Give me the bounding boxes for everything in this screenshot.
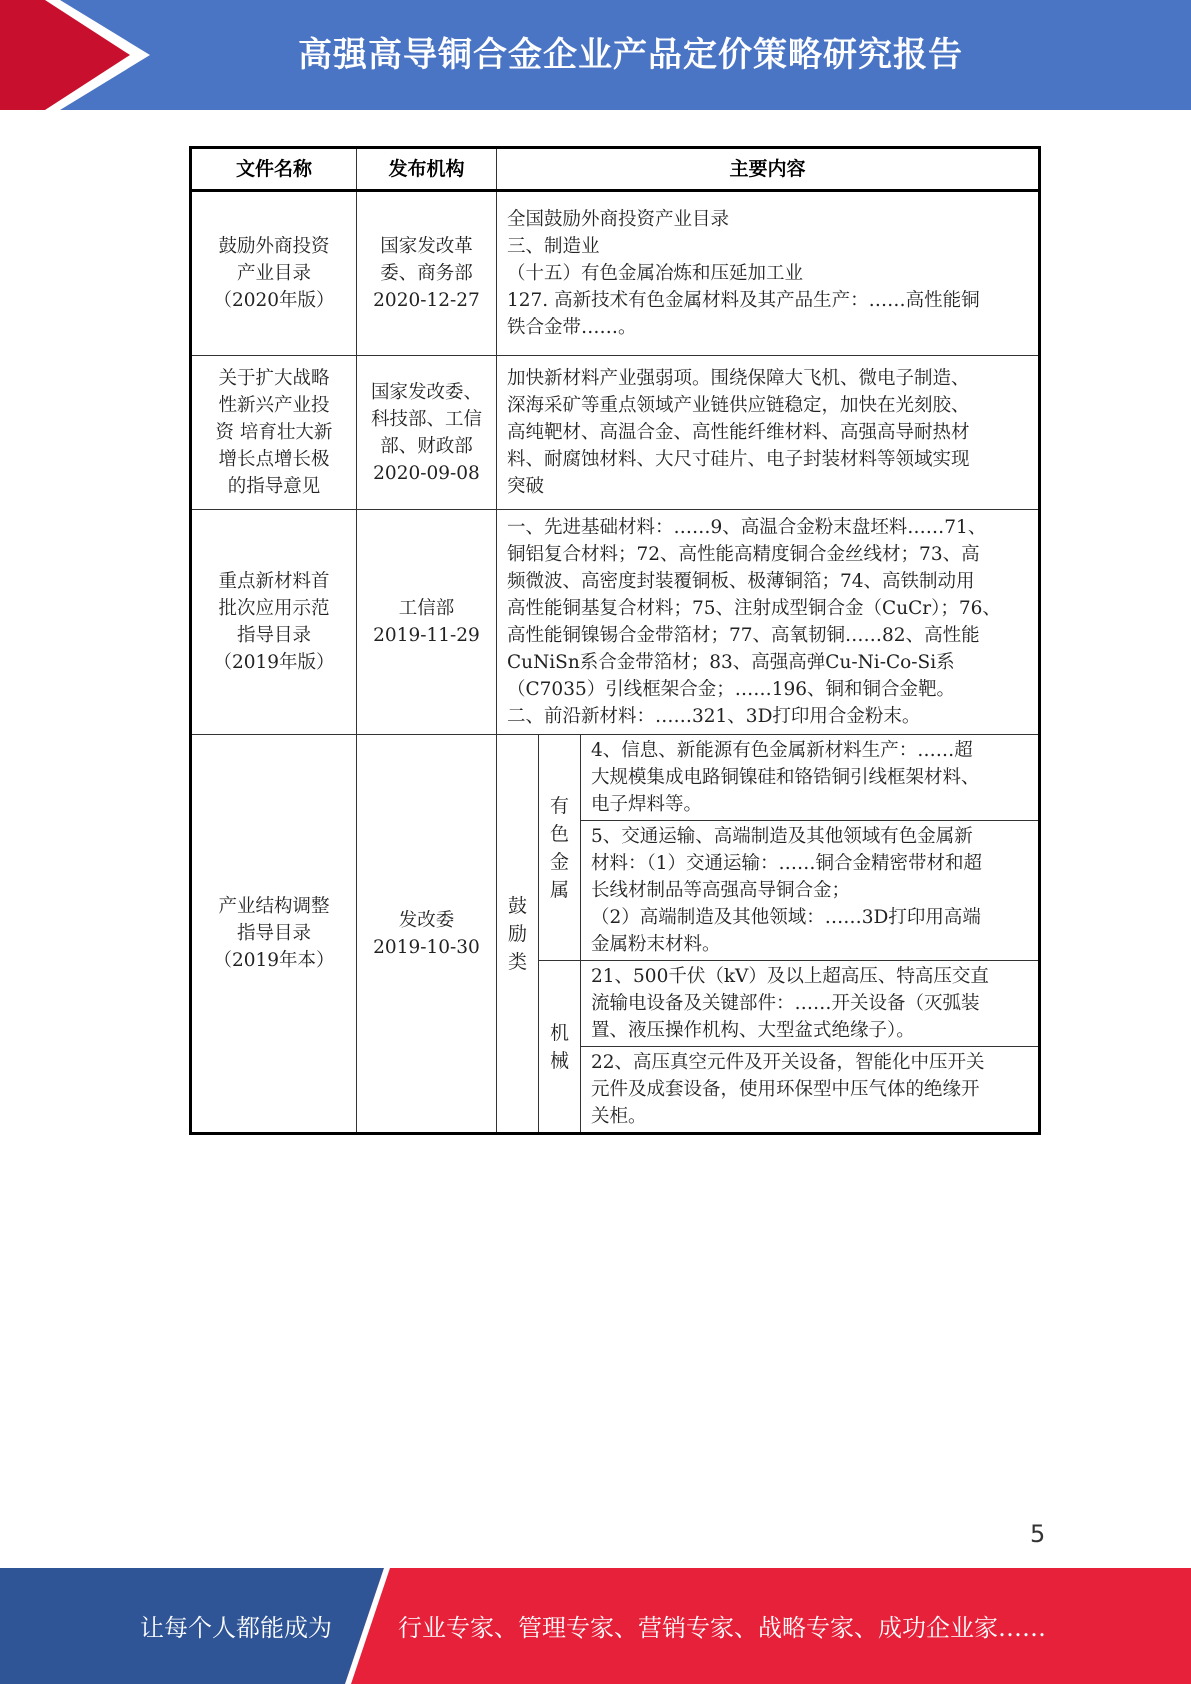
content-cell: 全国鼓励外商投资产业目录 三、制造业 （十五）有色金属冶炼和压延加工业 127. 高新技术有色金属材料及其产品生产：……高性能铜 铁合金带……。 [497, 191, 1040, 356]
page-number: 5 [1030, 1520, 1046, 1548]
policy-table [189, 146, 1041, 1135]
file-name-cell: 产业结构调整 指导目录 （2019年本） [191, 735, 357, 1134]
group-label-cell: 机械 [539, 961, 581, 1134]
header-file-name: 文件名称 [191, 148, 357, 191]
publisher-cell: 工信部 2019-11-29 [357, 510, 497, 735]
publisher-cell: 发改委 2019-10-30 [357, 735, 497, 1134]
publisher-cell: 国家发改委、 科技部、工信 部、财政部 2020-09-08 [357, 356, 497, 510]
table-row [191, 356, 1040, 510]
item-cell: 5、交通运输、高端制造及其他领域有色金属新 材料：（1）交通运输：……铜合金精密带材和超 长线材制品等高强高导铜合金； （2）高端制造及其他领域：……3D打印用高端 金属粉末材料。 [581, 821, 1040, 961]
report-title: 高强高导铜合金企业产品定价策略研究报告 [298, 35, 963, 75]
table-row [191, 191, 1040, 356]
file-name-cell: 鼓励外商投资 产业目录 （2020年版） [191, 191, 357, 356]
footer-slogan-right: 行业专家、管理专家、营销专家、战略专家、成功企业家…… [398, 1614, 1046, 1642]
page-footer [0, 1568, 1191, 1684]
content-cell: 一、先进基础材料：……9、高温合金粉末盘坯料……71、 铜铝复合材料；72、高性能高精度铜合金丝线材；73、高 频微波、高密度封装覆铜板、极薄铜箔；74、高铁制动用 高性能铜基复合材料；75、注射成型铜合金（CuCr）；76、 高性能铜镍锡合金带箔材；77、高氧韧铜……82、高性能 CuNiSn系合金带箔材；83、高强高弹Cu-Ni-Co-Si系 （C7035）引线框架合金；……196、铜和铜合金靶。 二、前沿新材料：……321、3D打印用合金粉末。 [497, 510, 1040, 735]
table-row [191, 735, 1040, 821]
table-row [191, 510, 1040, 735]
item-cell: 4、信息、新能源有色金属新材料生产：……超 大规模集成电路铜镍硅和铬锆铜引线框架材料、 电子焊料等。 [581, 735, 1040, 821]
header-publisher: 发布机构 [357, 148, 497, 191]
header-main-content: 主要内容 [497, 148, 1040, 191]
content-cell: 加快新材料产业强弱项。围绕保障大飞机、微电子制造、 深海采矿等重点领域产业链供应链稳定，加快在光刻胶、 高纯靶材、高温合金、高性能纤维材料、高强高导耐热材 料、耐腐蚀材料、大尺寸硅片、电子封装材料等领域实现 突破 [497, 356, 1040, 510]
footer-slogan-left: 让每个人都能成为 [140, 1614, 332, 1642]
item-cell: 21、500千伏（kV）及以上超高压、特高压交直 流输电设备及关键部件：……开关设备（灭弧装 置、液压操作机构、大型盆式绝缘子）。 [581, 961, 1040, 1047]
file-name-cell: 关于扩大战略 性新兴产业投 资 培育壮大新 增长点增长极 的指导意见 [191, 356, 357, 510]
page-header [0, 0, 1191, 110]
item-cell: 22、高压真空元件及开关设备，智能化中压开关 元件及成套设备，使用环保型中压气体的绝缘开 关柜。 [581, 1047, 1040, 1134]
table-header-row [191, 148, 1040, 191]
group-label-cell: 有色金属 [539, 735, 581, 961]
category-cell: 鼓励类 [497, 735, 539, 1134]
publisher-cell: 国家发改革 委、商务部 2020-12-27 [357, 191, 497, 356]
file-name-cell: 重点新材料首 批次应用示范 指导目录 （2019年版） [191, 510, 357, 735]
